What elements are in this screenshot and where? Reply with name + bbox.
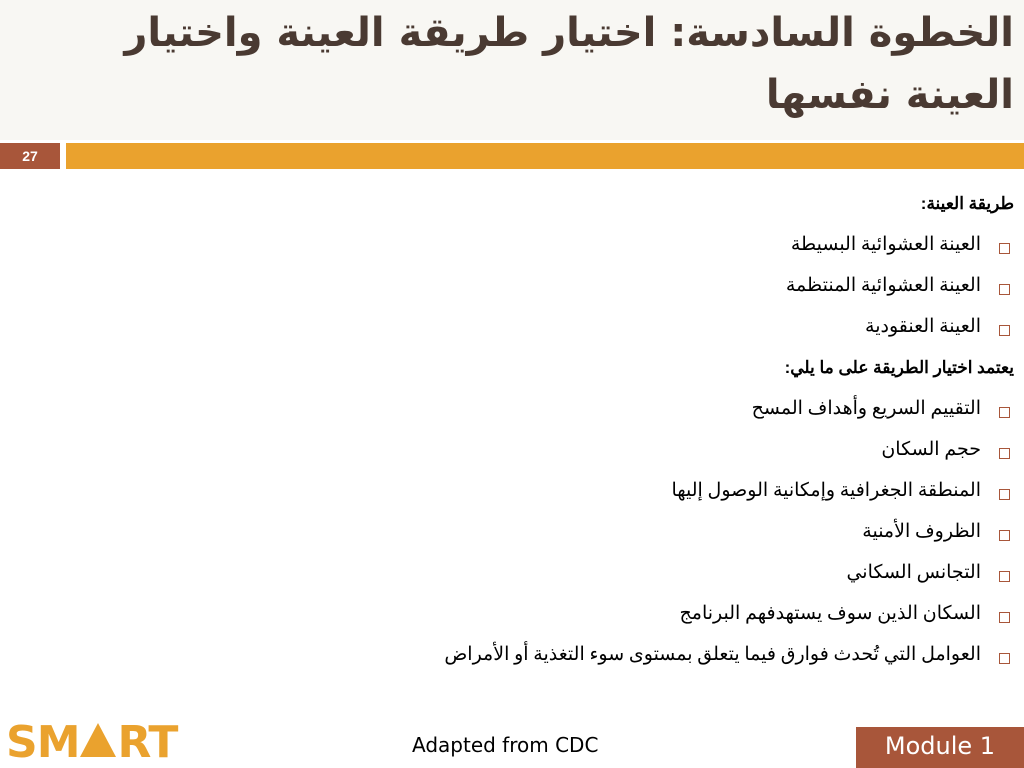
list-item-text: العينة العشوائية البسيطة: [790, 234, 981, 255]
square-bullet-icon: [999, 284, 1010, 295]
smart-logo: [6, 718, 177, 768]
list-item-text: العوامل التي تُحدث فوارق فيما يتعلق بمستوى سوء التغذية أو الأمراض: [444, 644, 981, 665]
list-item: [114, 391, 1014, 432]
list-item-text: العينة العنقودية: [865, 316, 981, 337]
slide-title: الخطوة السادسة: اختيار طريقة العينة واختيار العينة نفسها: [124, 10, 1014, 118]
list-item: [114, 514, 1014, 555]
list-item-text: السكان الذين سوف يستهدفهم البرنامج: [679, 603, 981, 624]
list-item-text: التجانس السكاني: [846, 562, 981, 583]
list-item: [114, 432, 1014, 473]
list-item: [114, 227, 1014, 268]
selection-criteria-heading: يعتمد اختيار الطريقة على ما يلي:: [784, 358, 1014, 377]
list-item: [114, 555, 1014, 596]
square-bullet-icon: [999, 571, 1010, 582]
square-bullet-icon: [999, 612, 1010, 623]
logo-text-right: RT: [117, 717, 178, 768]
list-item-text: المنطقة الجغرافية وإمكانية الوصول إليها: [671, 480, 981, 501]
square-bullet-icon: [999, 448, 1010, 459]
list-item: [114, 268, 1014, 309]
footer-credit: Adapted from CDC: [412, 733, 599, 757]
list-item: [114, 596, 1014, 637]
triangle-a-icon: [80, 723, 116, 757]
list-item: [114, 309, 1014, 350]
square-bullet-icon: [999, 530, 1010, 541]
square-bullet-icon: [999, 653, 1010, 664]
slide-content: [114, 186, 1014, 678]
sampling-method-heading: طريقة العينة:: [920, 194, 1014, 213]
square-bullet-icon: [999, 243, 1010, 254]
logo-text-left: SM: [6, 717, 80, 768]
list-item: [114, 473, 1014, 514]
list-item-text: الظروف الأمنية: [862, 521, 981, 542]
list-item-text: التقييم السريع وأهداف المسح: [751, 398, 981, 419]
list-item-text: حجم السكان: [881, 439, 981, 460]
square-bullet-icon: [999, 407, 1010, 418]
module-label: Module 1: [884, 732, 996, 760]
page-number: 27: [22, 148, 38, 164]
list-item-text: العينة العشوائية المنتظمة: [785, 275, 981, 296]
accent-bar: [66, 143, 1024, 169]
list-item: [114, 637, 1014, 678]
square-bullet-icon: [999, 489, 1010, 500]
square-bullet-icon: [999, 325, 1010, 336]
